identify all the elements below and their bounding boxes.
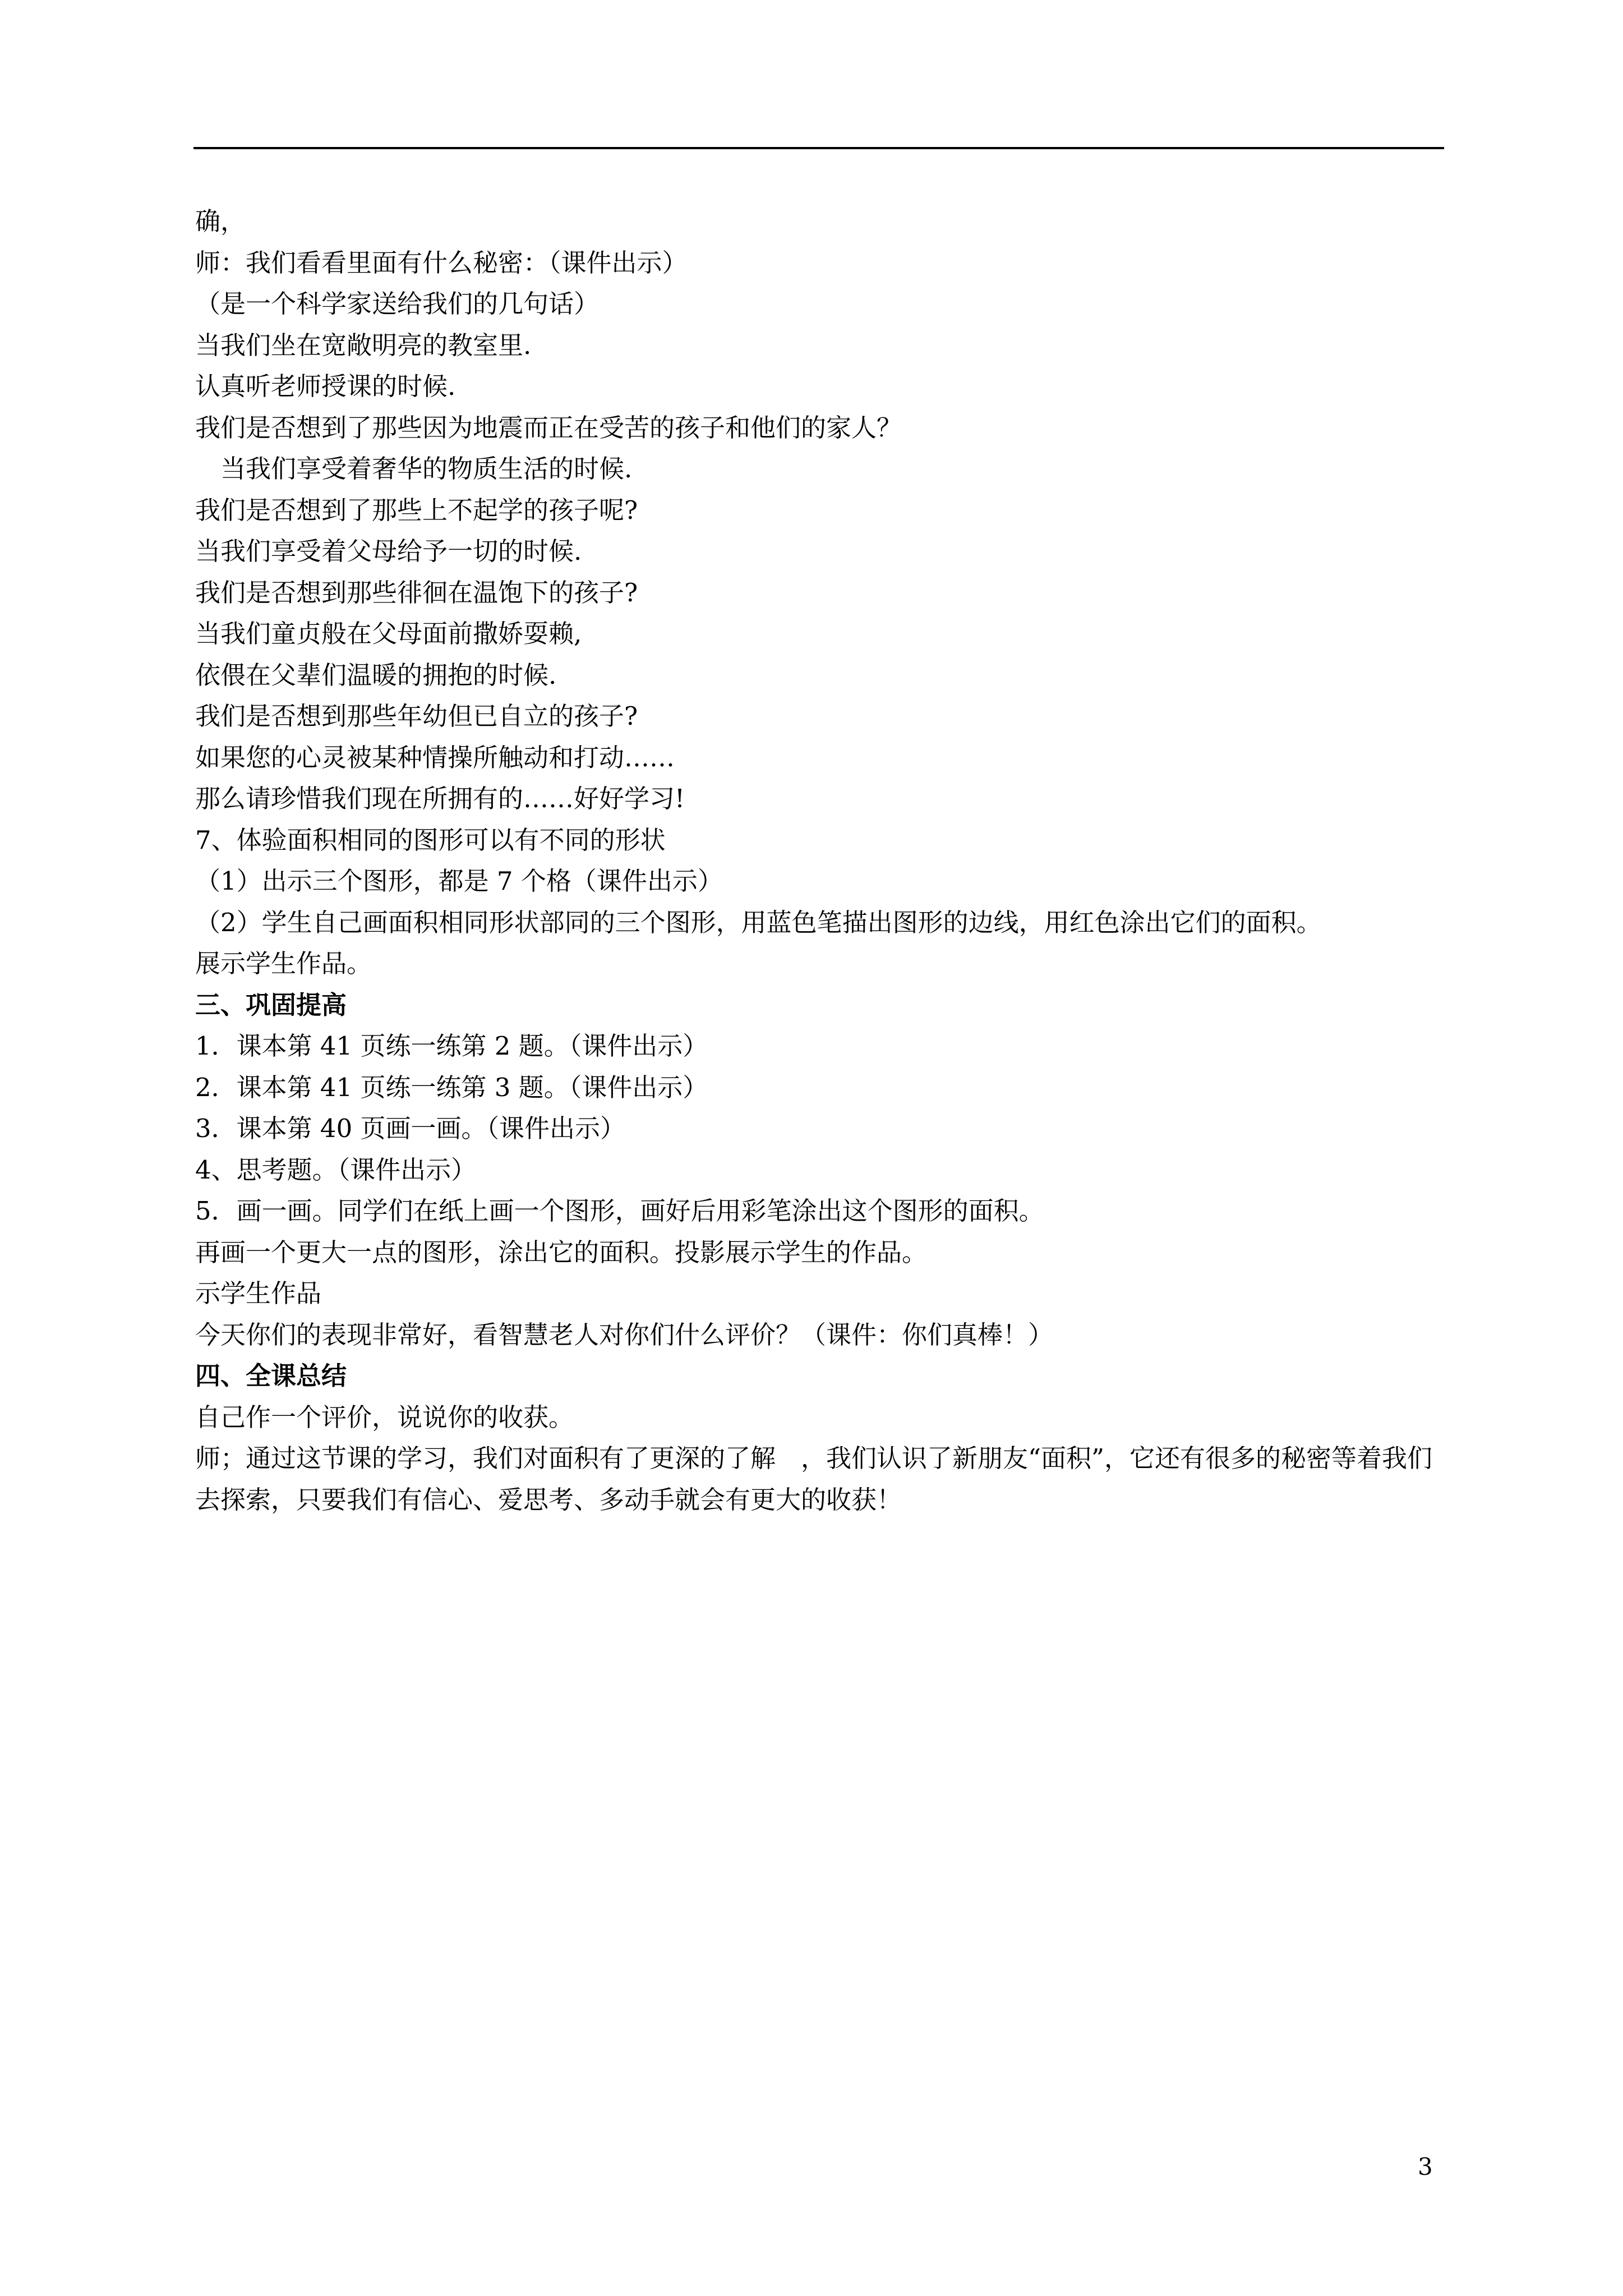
text-line: 4、思考题。（课件出示） bbox=[195, 1154, 477, 1185]
text-line: 3．课本第 40 页画一画。（课件出示） bbox=[195, 1114, 626, 1143]
page-number: 3 bbox=[1418, 2153, 1433, 2180]
text-line: 确， bbox=[195, 206, 246, 236]
text-line: 当我们坐在宽敞明亮的教室里. bbox=[195, 330, 532, 360]
text-line: 7、体验面积相同的图形可以有不同的形状 bbox=[195, 825, 666, 855]
text-line: 今天你们的表现非常好，看智慧老人对你们什么评价？（课件：你们真棒！） bbox=[195, 1319, 1054, 1350]
text-line: 依偎在父辈们温暖的拥抱的时候. bbox=[195, 660, 557, 690]
text-line: （2）学生自己画面积相同形状部同的三个图形，用蓝色笔描出图形的边线，用红色涂出它们的面积。 bbox=[195, 907, 1322, 937]
text-line: （1）出示三个图形，都是 7 个格（课件出示） bbox=[195, 866, 723, 896]
text-line: 2．课本第 41 页练一练第 3 题。（课件出示） bbox=[195, 1072, 708, 1102]
text-line: （是一个科学家送给我们的几句话） bbox=[195, 289, 600, 319]
text-line: 那么请珍惜我们现在所拥有的……好好学习! bbox=[195, 784, 685, 813]
section-heading: 三、巩固提高 bbox=[195, 990, 347, 1020]
text-line: 5．画一画。同学们在纸上画一个图形，画好后用彩笔涂出这个图形的面积。 bbox=[195, 1196, 1044, 1226]
text-line: 我们是否想到那些年幼但已自立的孩子? bbox=[195, 701, 638, 731]
header-rule bbox=[193, 147, 1444, 149]
document-body bbox=[195, 201, 1451, 1520]
text-line: 师：我们看看里面有什么秘密：（课件出示） bbox=[195, 247, 688, 278]
text-line: 我们是否想到了那些因为地震而正在受苦的孩子和他们的家人？ bbox=[195, 412, 902, 443]
text-line: 如果您的心灵被某种情操所触动和打动…… bbox=[195, 742, 675, 772]
text-line: 示学生作品 bbox=[195, 1278, 322, 1308]
text-line: 当我们享受着奢华的物质生活的时候. bbox=[220, 454, 633, 484]
text-line: 当我们享受着父母给予一切的时候. bbox=[195, 536, 582, 566]
section-heading: 四、全课总结 bbox=[195, 1361, 347, 1391]
text-line: 1．课本第 41 页练一练第 2 题。（课件出示） bbox=[195, 1031, 708, 1061]
text-line: 我们是否想到了那些上不起学的孩子呢? bbox=[195, 495, 638, 525]
text-line: 再画一个更大一点的图形，涂出它的面积。投影展示学生的作品。 bbox=[195, 1237, 928, 1267]
closing-paragraph: 师；通过这节课的学习，我们对面积有了更深的了解 ，我们认识了新朋友“面积”，它还有很多的秘密等着我们去探索，只要我们有信心、爱思考、多动手就会有更大的收获！ bbox=[195, 1443, 1433, 1515]
text-line: 当我们童贞般在父母面前撒娇耍赖, bbox=[195, 619, 582, 648]
text-line: 认真听老师授课的时候. bbox=[195, 371, 456, 401]
text-line: 自己作一个评价，说说你的收获。 bbox=[195, 1402, 574, 1432]
text-line: 展示学生作品。 bbox=[195, 949, 372, 978]
text-line: 我们是否想到那些徘徊在温饱下的孩子? bbox=[195, 577, 638, 608]
